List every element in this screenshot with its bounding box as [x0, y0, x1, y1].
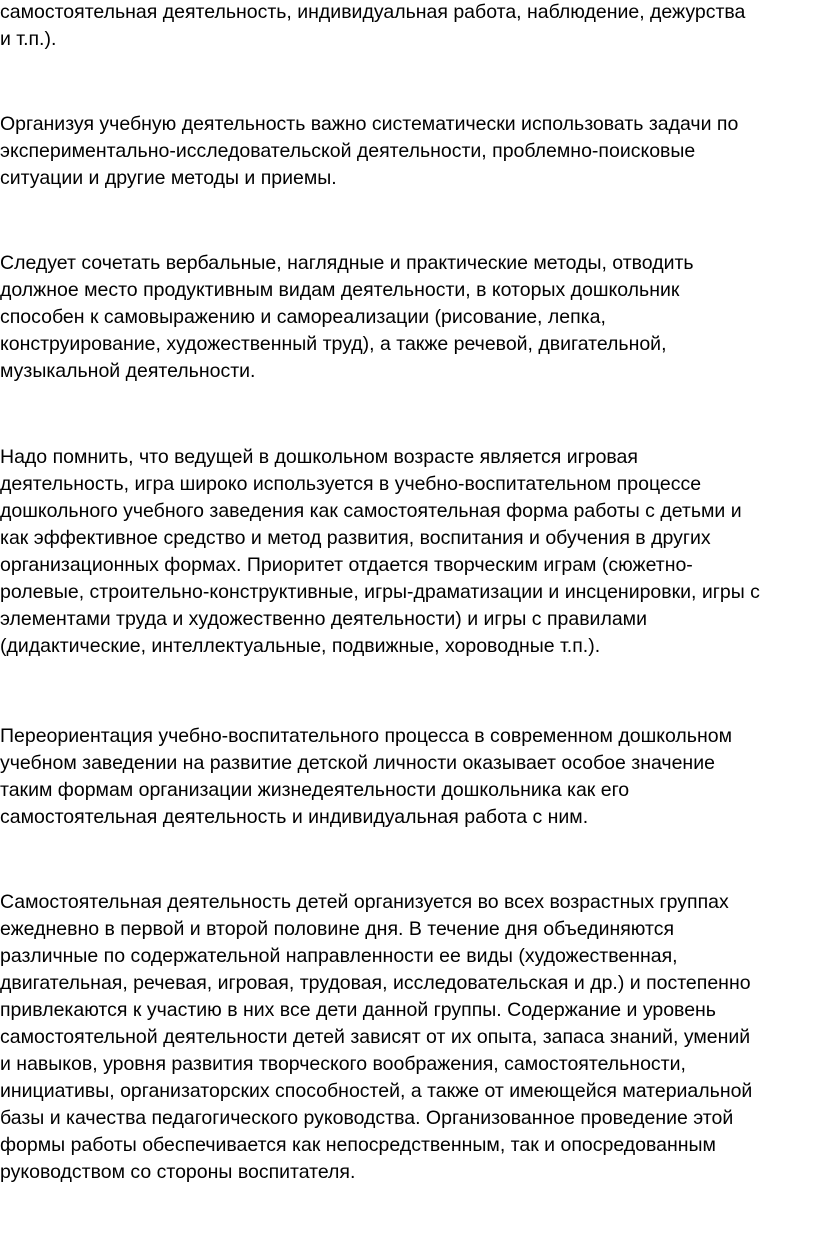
text-line: ситуации и другие методы и приемы. — [0, 167, 337, 189]
text-line: способен к самовыражению и самореализации (рисование, лепка, — [0, 306, 606, 328]
text-line: Переориентация учебно-воспитательного процесса в современном дошкольном — [0, 725, 732, 747]
text-line: базы и качества педагогического руководства. Организованное проведение этой — [0, 1107, 734, 1129]
text-line: руководством со стороны воспитателя. — [0, 1161, 356, 1183]
text-line: Самостоятельная деятельность детей организуется во всех возрастных группах — [0, 891, 729, 913]
text-line: конструирование, художественный труд), а также речевой, двигательной, — [0, 333, 667, 355]
paragraph-1 — [0, 0, 816, 53]
text-line: привлекаются к участию в них все дети данной группы. Содержание и уровень — [0, 999, 716, 1021]
text-line: дошкольного учебного заведения как самостоятельная форма работы с детьми и — [0, 500, 742, 522]
paragraph-6 — [0, 889, 816, 1186]
text-line: самостоятельная деятельность и индивидуальная работа с ним. — [0, 806, 589, 828]
text-line: формы работы обеспечивается как непосредственным, так и опосредованным — [0, 1134, 716, 1156]
text-line: должное место продуктивным видам деятельности, в которых дошкольник — [0, 279, 680, 301]
text-line: Надо помнить, что ведущей в дошкольном возрасте является игровая — [0, 446, 638, 468]
text-line: учебном заведении на развитие детской личности оказывает особое значение — [0, 752, 715, 774]
text-line: экспериментально-исследовательской деятельности, проблемно-поисковые — [0, 140, 696, 162]
text-line: инициативы, организаторских способностей, а также от имеющейся материальной — [0, 1080, 753, 1102]
text-line: Организуя учебную деятельность важно систематически использовать задачи по — [0, 113, 739, 135]
paragraph-2 — [0, 111, 816, 192]
text-line: и навыков, уровня развития творческого воображения, самостоятельности, — [0, 1053, 686, 1075]
text-line: самостоятельная деятельность, индивидуальная работа, наблюдение, дежурства — [0, 1, 746, 23]
text-line: организационных формах. Приоритет отдается творческим играм (сюжетно- — [0, 554, 693, 576]
text-line: самостоятельной деятельности детей зависят от их опыта, запаса знаний, умений — [0, 1026, 751, 1048]
text-line: Следует сочетать вербальные, наглядные и практические методы, отводить — [0, 252, 694, 274]
paragraph-5 — [0, 723, 816, 831]
text-line: (дидактические, интеллектуальные, подвижные, хороводные т.п.). — [0, 635, 601, 657]
text-line: и т.п.). — [0, 28, 57, 50]
text-line: таким формам организации жизнедеятельности дошкольника как его — [0, 779, 630, 801]
text-line: ежедневно в первой и второй половине дня. В течение дня объединяются — [0, 918, 675, 940]
text-line: деятельность, игра широко используется в учебно-воспитательном процессе — [0, 473, 702, 495]
paragraph-3 — [0, 250, 816, 385]
text-line: различные по содержательной направленности ее виды (художественная, — [0, 945, 678, 967]
paragraph-4 — [0, 444, 816, 660]
text-line: двигательная, речевая, игровая, трудовая, исследовательская и др.) и постепенно — [0, 972, 751, 994]
text-line: как эффективное средство и метод развития, воспитания и обучения в других — [0, 527, 711, 549]
text-line: музыкальной деятельности. — [0, 360, 256, 382]
text-line: ролевые, строительно-конструктивные, игры-драматизации и инсценировки, игры с — [0, 581, 760, 603]
text-line: элементами труда и художественно деятельности) и игры с правилами — [0, 608, 647, 630]
